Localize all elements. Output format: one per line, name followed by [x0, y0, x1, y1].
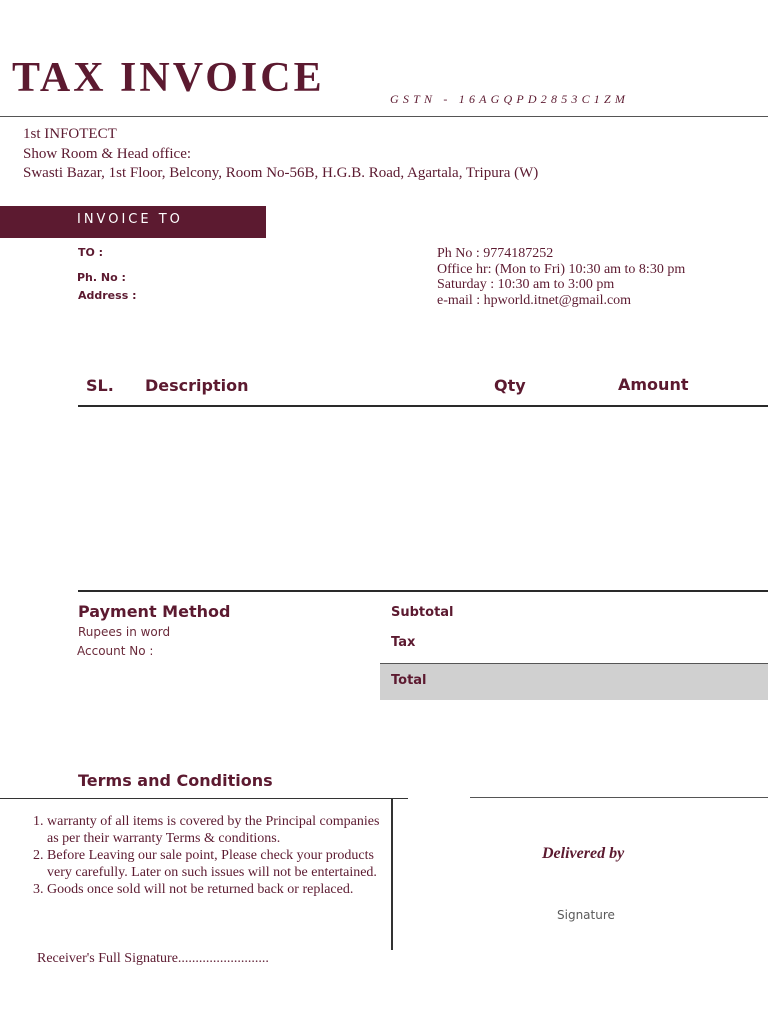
header-divider: [0, 116, 768, 117]
terms-item-number: 3.: [33, 882, 44, 897]
delivered-by-label: Delivered by: [542, 845, 625, 862]
company-office-label: Show Room & Head office:: [23, 146, 192, 162]
customer-address-label: Address :: [78, 289, 137, 302]
column-header-sl: SL.: [86, 376, 114, 395]
subtotal-label: Subtotal: [391, 605, 454, 620]
signature-label: Signature: [557, 908, 615, 922]
account-no-label: Account No :: [77, 644, 154, 658]
terms-item-text: warranty of all items is covered by the Principal companies as per their warranty Terms & conditions.: [47, 814, 380, 846]
terms-item-text: Before Leaving our sale point, Please check your products very carefully. Later on such issues will not be entertained.: [47, 848, 377, 880]
terms-item: [30, 813, 390, 847]
terms-divider-right: [470, 797, 768, 798]
payment-method-title: Payment Method: [78, 602, 231, 621]
customer-to-label: TO :: [78, 246, 104, 259]
terms-divider-left: [0, 798, 408, 799]
terms-list: [30, 813, 390, 898]
tax-label: Tax: [391, 635, 416, 650]
column-header-description: Description: [145, 376, 249, 395]
contact-phone: Ph No : 9774187252: [437, 246, 554, 261]
contact-email: e-mail : hpworld.itnet@gmail.com: [437, 293, 632, 308]
invoice-title: TAX INVOICE: [12, 55, 325, 101]
terms-item: [30, 881, 390, 898]
column-header-amount: Amount: [618, 375, 689, 394]
company-address: Swasti Bazar, 1st Floor, Belcony, Room No-56B, H.G.B. Road, Agartala, Tripura (W): [23, 165, 539, 181]
gstn-number: GSTN - 16AGQPD2853C1ZM: [390, 92, 630, 106]
terms-item-number: 2.: [33, 848, 44, 863]
items-table-body: [78, 407, 768, 590]
terms-item: [30, 847, 390, 881]
column-header-qty: Qty: [494, 376, 526, 395]
contact-office-hours: Office hr: (Mon to Fri) 10:30 am to 8:30 pm: [437, 262, 686, 277]
contact-saturday-hours: Saturday : 10:30 am to 3:00 pm: [437, 277, 615, 292]
terms-title: Terms and Conditions: [78, 771, 273, 790]
receiver-signature-line: Receiver's Full Signature..........................: [37, 951, 269, 966]
customer-phone-label: Ph. No :: [77, 271, 126, 284]
rupees-in-word-label: Rupees in word: [78, 625, 171, 639]
terms-vertical-divider: [391, 798, 393, 950]
table-bottom-rule: [78, 590, 768, 592]
total-row: [380, 664, 768, 700]
total-label: Total: [391, 673, 427, 688]
terms-item-text: Goods once sold will not be returned back or replaced.: [47, 882, 354, 897]
terms-item-number: 1.: [33, 814, 44, 829]
invoice-to-heading: INVOICE TO: [77, 212, 183, 227]
company-name: 1st INFOTECT: [23, 126, 117, 142]
